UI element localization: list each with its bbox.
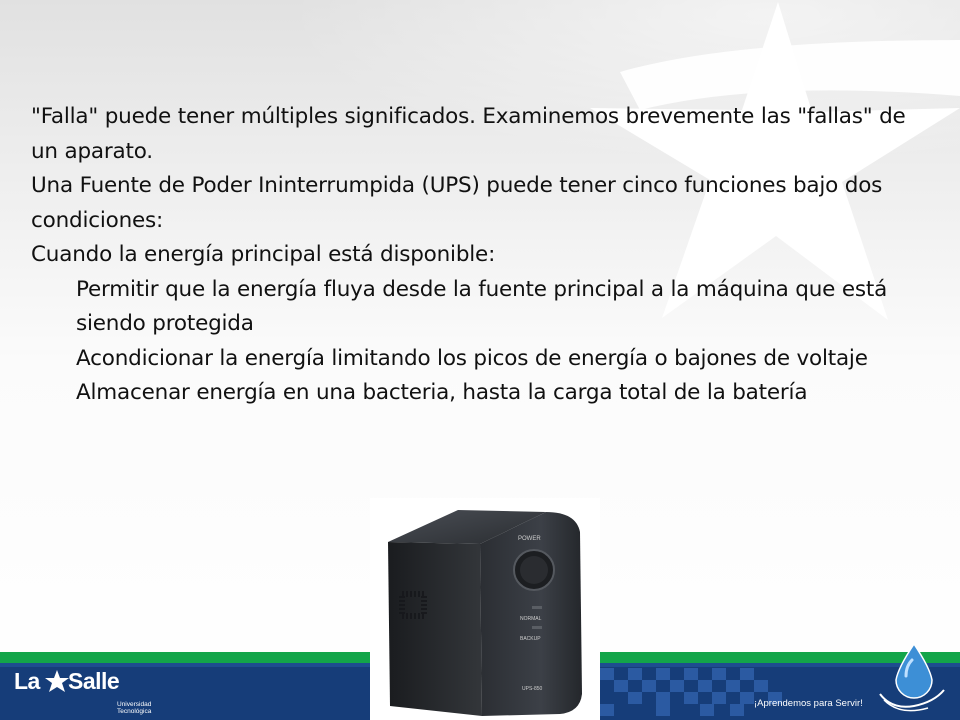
logo-subtitle bbox=[117, 701, 151, 715]
logo-star-icon bbox=[45, 670, 69, 693]
logo-text-la: La bbox=[14, 668, 40, 694]
paragraph-falla: "Falla" puede tener múltiples significados. Examinemos brevemente las "fallas" de un aparato. bbox=[31, 104, 906, 164]
paragraph-condition: Cuando la energía principal está disponible: bbox=[31, 242, 496, 267]
normal-label: NORMAL bbox=[520, 616, 542, 622]
slide-body bbox=[31, 100, 931, 411]
sub-item-acondicionar: Acondicionar la energía limitando los picos de energía o bajones de voltaje bbox=[76, 345, 868, 371]
backup-label: BACKUP bbox=[520, 636, 541, 642]
logo-subtitle-line1: Universidad bbox=[117, 701, 152, 708]
logo-text-salle: Salle bbox=[68, 668, 120, 694]
power-label: POWER bbox=[518, 536, 541, 542]
paragraph-ups: Una Fuente de Poder Ininterrumpida (UPS) puede tener cinco funciones bajo dos condiciones: bbox=[31, 173, 883, 233]
model-label: UPS-850 bbox=[522, 686, 543, 692]
sub-item-permitir: Permitir que la energía fluya desde la fuente principal a la máquina que está siendo protegida bbox=[76, 276, 888, 336]
logo-subtitle-line2: Tecnológica bbox=[117, 708, 152, 715]
sub-item-almacenar: Almacenar energía en una bacteria, hasta la carga total de la batería bbox=[76, 380, 808, 405]
slogan-text: ¡Aprendemos para Servir! bbox=[754, 698, 863, 709]
ups-device-image bbox=[370, 498, 600, 720]
